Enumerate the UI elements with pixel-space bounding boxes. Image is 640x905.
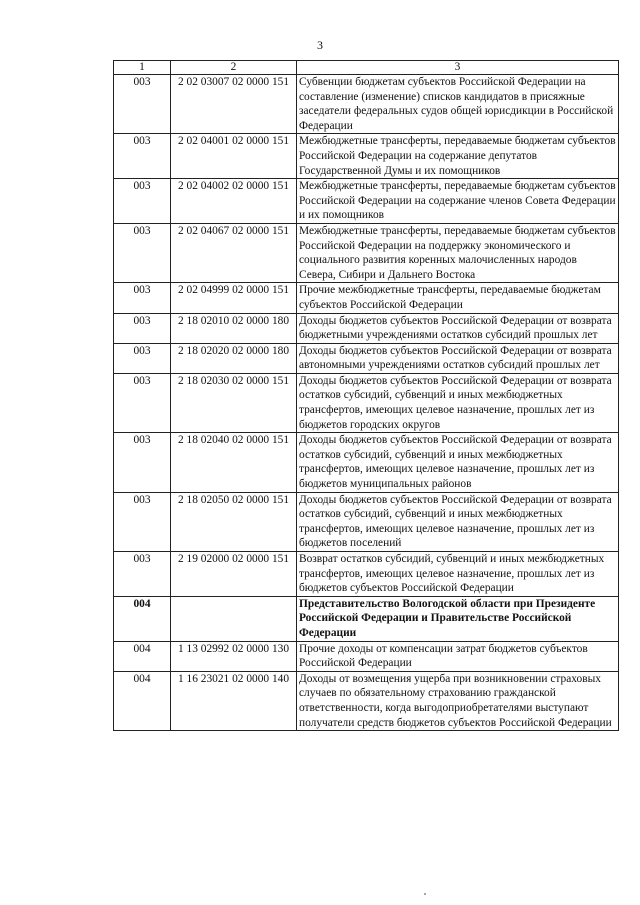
- admin-code-cell: 003: [114, 223, 171, 282]
- income-name-cell: Доходы бюджетов субъектов Российской Федерации от возврата остатков субсидий, субвенций и иных межбюджетных трансфертов, имеющих целевое назначение, прошлых лет из бюджетов муниципальных районов: [297, 433, 619, 492]
- income-code-cell: 2 18 02040 02 0000 151: [171, 433, 297, 492]
- admin-code-cell: 003: [114, 373, 171, 432]
- table-row: [114, 283, 619, 313]
- column-header-2: 2: [171, 61, 297, 75]
- table-row: [114, 671, 619, 730]
- income-name-cell: Доходы бюджетов субъектов Российской Федерации от возврата остатков субсидий, субвенций и иных межбюджетных трансфертов, имеющих целевое назначение, прошлых лет из бюджетов городских округов: [297, 373, 619, 432]
- page-number: 3: [317, 38, 323, 52]
- admin-code-cell: 004: [114, 641, 171, 671]
- income-name-cell: Доходы бюджетов субъектов Российской Федерации от возврата автономными учреждениями остатков субсидий прошлых лет: [297, 343, 619, 373]
- income-code-cell: 2 18 02010 02 0000 180: [171, 313, 297, 343]
- income-code-cell: 2 02 04067 02 0000 151: [171, 223, 297, 282]
- income-code-cell: 2 02 04001 02 0000 151: [171, 134, 297, 179]
- income-code-cell: 2 02 04999 02 0000 151: [171, 283, 297, 313]
- admin-code-cell: 003: [114, 552, 171, 597]
- column-header-3: 3: [297, 61, 619, 75]
- table-row: [114, 75, 619, 134]
- table-row: [114, 552, 619, 597]
- income-name-cell: Возврат остатков субсидий, субвенций и иных межбюджетных трансфертов, имеющих целевое назначение, прошлых лет из бюджетов субъектов Российской Федерации: [297, 552, 619, 597]
- income-code-cell: [171, 596, 297, 641]
- administrator-name-cell: Представительство Вологодской области при Президенте Российской Федерации и Правительстве Российской Федерации: [297, 596, 619, 641]
- income-code-cell: 2 02 03007 02 0000 151: [171, 75, 297, 134]
- revenue-classification-table: [113, 60, 619, 731]
- income-code-cell: 1 16 23021 02 0000 140: [171, 671, 297, 730]
- table-row: [114, 373, 619, 432]
- income-name-cell: Субвенции бюджетам субъектов Российской Федерации на составление (изменение) списков кандидатов в присяжные заседатели федеральных судов общей юрисдикции в Российской Федерации: [297, 75, 619, 134]
- table-row: [114, 313, 619, 343]
- income-name-cell: Межбюджетные трансферты, передаваемые бюджетам субъектов Российской Федерации на содержание членов Совета Федерации и их помощников: [297, 179, 619, 224]
- admin-code-cell: 003: [114, 134, 171, 179]
- income-name-cell: Межбюджетные трансферты, передаваемые бюджетам субъектов Российской Федерации на содержание депутатов Государственной Думы и их помощников: [297, 134, 619, 179]
- income-name-cell: Доходы бюджетов субъектов Российской Федерации от возврата остатков субсидий, субвенций и иных межбюджетных трансфертов, имеющих целевое назначение, прошлых лет из бюджетов поселений: [297, 492, 619, 551]
- income-name-cell: Доходы бюджетов субъектов Российской Федерации от возврата бюджетными учреждениями остатков субсидий прошлых лет: [297, 313, 619, 343]
- admin-code-cell: 003: [114, 492, 171, 551]
- table-row: [114, 641, 619, 671]
- table-header-row: [114, 61, 619, 75]
- income-code-cell: 1 13 02992 02 0000 130: [171, 641, 297, 671]
- admin-code-cell: 003: [114, 179, 171, 224]
- income-code-cell: 2 19 02000 02 0000 151: [171, 552, 297, 597]
- scan-speck: [424, 893, 426, 895]
- admin-code-cell: 003: [114, 313, 171, 343]
- income-code-cell: 2 18 02030 02 0000 151: [171, 373, 297, 432]
- table-row: [114, 343, 619, 373]
- table-row: [114, 492, 619, 551]
- table-row-section-heading: [114, 596, 619, 641]
- admin-code-cell: 003: [114, 343, 171, 373]
- income-name-cell: Межбюджетные трансферты, передаваемые бюджетам субъектов Российской Федерации на поддержку экономического и социального развития коренных малочисленных народов Севера, Сибири и Дальнего Востока: [297, 223, 619, 282]
- table-row: [114, 433, 619, 492]
- income-code-cell: 2 02 04002 02 0000 151: [171, 179, 297, 224]
- admin-code-cell: 004: [114, 671, 171, 730]
- table-row: [114, 223, 619, 282]
- table-row: [114, 179, 619, 224]
- table-row: [114, 134, 619, 179]
- income-name-cell: Прочие межбюджетные трансферты, передаваемые бюджетам субъектов Российской Федерации: [297, 283, 619, 313]
- admin-code-cell: 003: [114, 75, 171, 134]
- income-code-cell: 2 18 02050 02 0000 151: [171, 492, 297, 551]
- admin-code-cell: 004: [114, 596, 171, 641]
- income-name-cell: Прочие доходы от компенсации затрат бюджетов субъектов Российской Федерации: [297, 641, 619, 671]
- column-header-1: 1: [114, 61, 171, 75]
- admin-code-cell: 003: [114, 283, 171, 313]
- income-code-cell: 2 18 02020 02 0000 180: [171, 343, 297, 373]
- admin-code-cell: 003: [114, 433, 171, 492]
- income-name-cell: Доходы от возмещения ущерба при возникновении страховых случаев по обязательному страхованию гражданской ответственности, когда выгодоприобретателями выступают получатели средств бюджетов субъектов Российской Федерации: [297, 671, 619, 730]
